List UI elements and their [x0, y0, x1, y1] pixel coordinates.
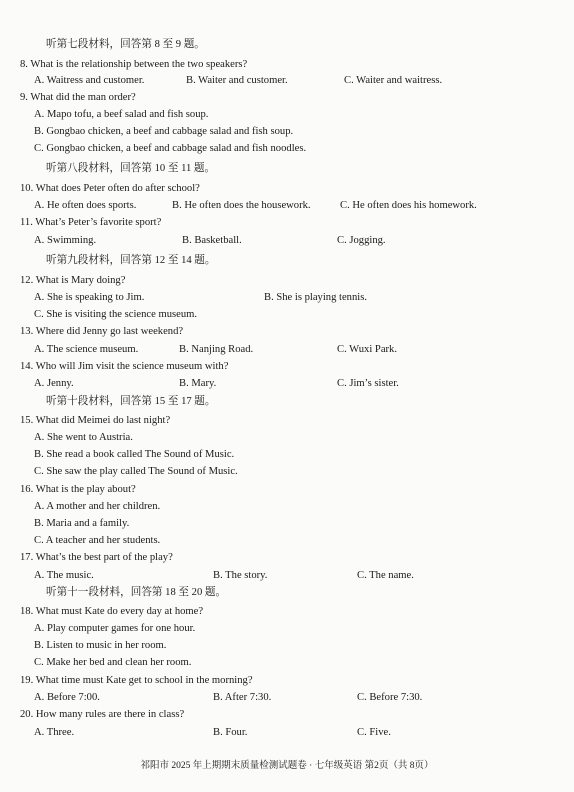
option-c: C. Before 7:30.: [357, 692, 423, 703]
option-a: A. Swimming.: [34, 235, 97, 246]
option-c: C. Jogging.: [337, 235, 386, 246]
option-b: B. He often does the housework.: [172, 200, 311, 211]
option-c: C. Waiter and waitress.: [344, 75, 443, 86]
option-b: B. Waiter and customer.: [186, 75, 288, 86]
option-c: C. Make her bed and clean her room.: [34, 657, 192, 668]
option-c: C. Jim’s sister.: [337, 378, 399, 389]
option-c: C. He often does his homework.: [340, 200, 477, 211]
option-b: B. Basketball.: [182, 235, 242, 246]
question-stem: 17. What’s the best part of the play?: [20, 552, 173, 563]
question-stem: 20. How many rules are there in class?: [20, 709, 185, 720]
option-c: C. She saw the play called The Sound of Music.: [34, 466, 238, 477]
option-b: B. Nanjing Road.: [179, 344, 254, 355]
section-heading: 听第八段材料，回答第 10 至 11 题。: [46, 163, 216, 174]
question-stem: 15. What did Meimei do last night?: [20, 415, 171, 426]
option-b: B. Listen to music in her room.: [34, 640, 167, 651]
question-stem: 19. What time must Kate get to school in the morning?: [20, 675, 253, 686]
option-b: B. Gongbao chicken, a beef and cabbage salad and fish soup.: [34, 126, 294, 137]
option-b: B. Mary.: [179, 378, 217, 389]
option-a: A. Mapo tofu, a beef salad and fish soup.: [34, 109, 209, 120]
option-b: B. After 7:30.: [213, 692, 272, 703]
section-heading: 听第十段材料，回答第 15 至 17 题。: [46, 396, 216, 407]
option-b: B. Maria and a family.: [34, 518, 130, 529]
option-a: A. She is speaking to Jim.: [34, 292, 145, 303]
question-stem: 13. Where did Jenny go last weekend?: [20, 326, 184, 337]
section-heading: 听第十一段材料，回答第 18 至 20 题。: [46, 587, 227, 598]
option-a: A. Three.: [34, 727, 75, 738]
option-c: C. Wuxi Park.: [337, 344, 397, 355]
question-stem: 8. What is the relationship between the two speakers?: [20, 59, 248, 70]
option-b: B. Four.: [213, 727, 248, 738]
question-stem: 12. What is Mary doing?: [20, 275, 126, 286]
option-a: A. The science museum.: [34, 344, 139, 355]
option-a: A. Play computer games for one hour.: [34, 623, 196, 634]
option-c: C. Five.: [357, 727, 391, 738]
option-a: A. Jenny.: [34, 378, 74, 389]
question-stem: 18. What must Kate do every day at home?: [20, 606, 204, 617]
option-a: A. He often does sports.: [34, 200, 137, 211]
section-heading: 听第九段材料，回答第 12 至 14 题。: [46, 255, 216, 266]
option-a: A. Before 7:00.: [34, 692, 100, 703]
option-b: B. The story.: [213, 570, 268, 581]
question-stem: 10. What does Peter often do after school?: [20, 183, 200, 194]
question-stem: 16. What is the play about?: [20, 484, 136, 495]
option-c: C. Gongbao chicken, a beef and cabbage salad and fish noodles.: [34, 143, 307, 154]
option-c: C. A teacher and her students.: [34, 535, 161, 546]
question-stem: 9. What did the man order?: [20, 92, 136, 103]
question-stem: 11. What’s Peter’s favorite sport?: [20, 217, 162, 228]
option-a: A. She went to Austria.: [34, 432, 133, 443]
option-c: C. The name.: [357, 570, 414, 581]
option-a: A. The music.: [34, 570, 94, 581]
page-footer: 祁阳市 2025 年上期期末质量检测试题卷 · 七年级英语 第2页（共 8页）: [140, 761, 434, 771]
section-heading: 听第七段材料，回答第 8 至 9 题。: [46, 39, 205, 50]
option-a: A. Waitress and customer.: [34, 75, 145, 86]
option-a: A. A mother and her children.: [34, 501, 161, 512]
question-stem: 14. Who will Jim visit the science museum with?: [20, 361, 229, 372]
option-b: B. She read a book called The Sound of Music.: [34, 449, 235, 460]
option-b: B. She is playing tennis.: [264, 292, 367, 303]
option-c: C. She is visiting the science museum.: [34, 309, 198, 320]
